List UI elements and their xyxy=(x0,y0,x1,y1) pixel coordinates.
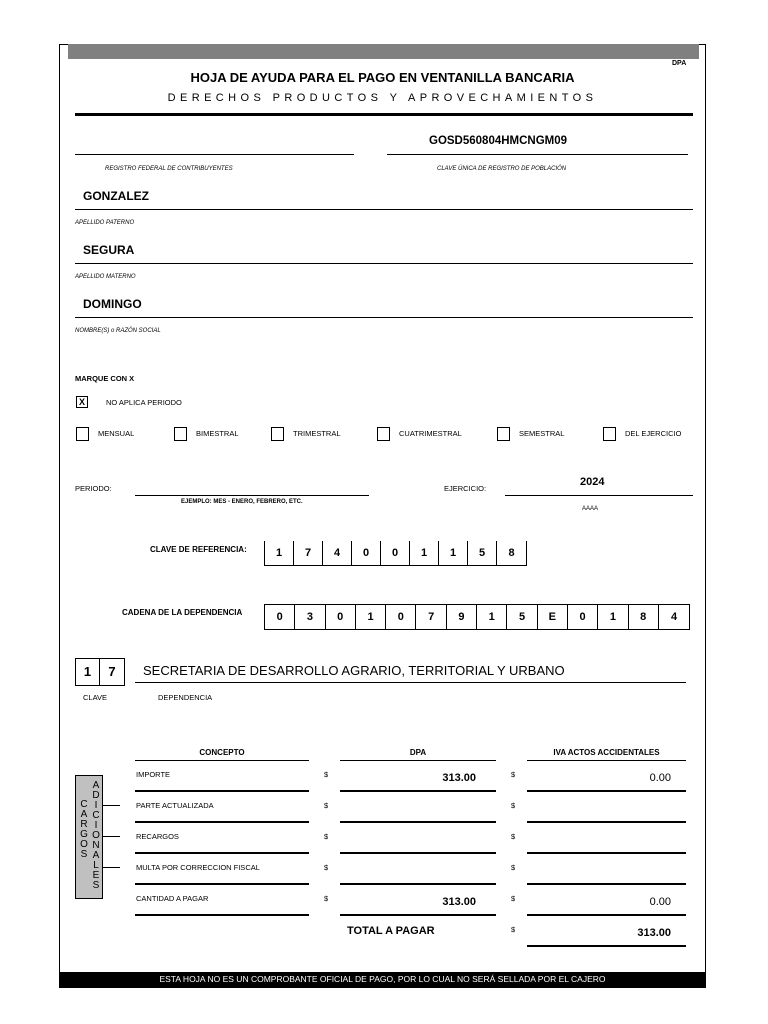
row-importe-concepto: IMPORTE xyxy=(136,770,171,779)
row-line xyxy=(340,790,496,792)
form-title: HOJA DE AYUDA PARA EL PAGO EN VENTANILLA BANCARIA xyxy=(190,70,575,85)
apellido-paterno-line xyxy=(75,209,693,210)
ejercicio-hint: AAAA xyxy=(582,506,599,512)
mensual-label: MENSUAL xyxy=(98,429,135,438)
marque-heading: MARQUE CON X xyxy=(75,374,135,383)
row-multa-concepto: MULTA POR CORRECCION FISCAL xyxy=(136,863,260,872)
cadena-digit: 0 xyxy=(265,605,295,629)
dependencia-clave-digit: 7 xyxy=(108,664,116,679)
adicionales-char: S xyxy=(92,880,100,891)
row-multa-dpa-currency: $ xyxy=(324,863,329,872)
row-parte-actualizada-dpa-currency: $ xyxy=(324,801,329,810)
adicionales-char: E xyxy=(92,870,100,881)
cadena-digits xyxy=(264,604,690,630)
row-line xyxy=(340,914,496,916)
referencia-digit: 0 xyxy=(352,541,381,565)
total-label: TOTAL A PAGAR xyxy=(347,925,435,937)
periodo-label: PERIODO: xyxy=(75,484,112,493)
row-importe-iva-currency: $ xyxy=(511,770,516,779)
referencia-digit: 1 xyxy=(265,541,294,565)
referencia-digit: 7 xyxy=(294,541,323,565)
connector-line xyxy=(103,867,120,868)
curp-line xyxy=(387,154,688,155)
row-line xyxy=(340,883,496,885)
apellido-materno-label: APELLIDO MATERNO xyxy=(75,274,136,280)
semestral-label: SEMESTRAL xyxy=(519,429,565,438)
cargos-char: S xyxy=(80,849,88,860)
col-concepto-underline xyxy=(135,760,309,761)
row-cantidad-iva-currency: $ xyxy=(511,894,516,903)
cuatrimestral-checkbox[interactable] xyxy=(377,427,390,441)
periodo-example: EJEMPLO: MES - ENERO, FEBRERO, ETC. xyxy=(181,499,303,505)
adicionales-char: A xyxy=(92,780,100,791)
cadena-label: CADENA DE LA DEPENDENCIA xyxy=(122,608,243,617)
cargos-char: R xyxy=(80,819,88,830)
curp-label: CLAVE ÚNICA DE REGISTRO DE POBLACIÓN xyxy=(437,166,567,172)
referencia-digit: 5 xyxy=(468,541,497,565)
referencia-digit: 1 xyxy=(410,541,439,565)
apellido-paterno-value: GONZALEZ xyxy=(83,189,149,203)
row-line xyxy=(527,852,686,854)
col-concepto-header: CONCEPTO xyxy=(199,748,245,757)
referencia-label: CLAVE DE REFERENCIA: xyxy=(150,545,247,554)
rfc-label: REGISTRO FEDERAL DE CONTRIBUYENTES xyxy=(105,166,233,172)
row-cantidad-iva: 0.00 xyxy=(649,896,671,908)
cargos-char: C xyxy=(80,799,88,810)
row-importe-dpa: 313.00 xyxy=(442,772,476,784)
ejercicio-value: 2024 xyxy=(580,476,605,488)
dpa-tag: DPA xyxy=(672,60,687,67)
nombre-value: DOMINGO xyxy=(83,297,142,311)
trimestral-label: TRIMESTRAL xyxy=(293,429,341,438)
cadena-digit: 9 xyxy=(447,605,477,629)
cadena-digit: 1 xyxy=(477,605,507,629)
adicionales-label xyxy=(91,781,101,891)
bimestral-checkbox[interactable] xyxy=(174,427,187,441)
del-ejercicio-label: DEL EJERCICIO xyxy=(625,429,682,438)
cadena-digit: 1 xyxy=(598,605,628,629)
referencia-digit: 0 xyxy=(381,541,410,565)
total-value: 313.00 xyxy=(637,927,671,939)
dependencia-nombre: SECRETARIA DE DESARROLLO AGRARIO, TERRITORIAL Y URBANO xyxy=(143,663,565,678)
referencia-digit: 4 xyxy=(323,541,352,565)
connector-line xyxy=(103,805,120,806)
connector-line xyxy=(103,836,120,837)
cadena-digit: 0 xyxy=(326,605,356,629)
referencia-digit: 8 xyxy=(508,547,515,559)
row-line xyxy=(135,790,309,792)
adicionales-char: A xyxy=(92,850,100,861)
row-line xyxy=(527,821,686,823)
row-cantidad-dpa: 313.00 xyxy=(442,896,476,908)
clave-label: CLAVE xyxy=(83,693,108,702)
adicionales-char: C xyxy=(92,810,100,821)
title-divider xyxy=(75,113,693,116)
trimestral-checkbox[interactable] xyxy=(271,427,284,441)
row-line xyxy=(135,883,309,885)
row-line xyxy=(135,914,309,916)
dependencia-clave-box xyxy=(75,658,125,686)
cargos-char: O xyxy=(80,839,88,850)
row-line xyxy=(527,883,686,885)
cargos-char: A xyxy=(80,809,88,820)
apellido-paterno-label: APELLIDO PATERNO xyxy=(75,220,135,226)
row-recargos-dpa-currency: $ xyxy=(324,832,329,841)
col-dpa-underline xyxy=(340,760,496,761)
ejercicio-label: EJERCICIO: xyxy=(444,484,487,493)
dependencia-line xyxy=(135,682,686,683)
cadena-digit: E xyxy=(538,605,568,629)
cadena-digit: 5 xyxy=(507,605,537,629)
row-line xyxy=(527,790,686,792)
total-currency: $ xyxy=(511,925,516,934)
row-importe-iva: 0.00 xyxy=(649,772,671,784)
bimestral-label: BIMESTRAL xyxy=(196,429,239,438)
cuatrimestral-label: CUATRIMESTRAL xyxy=(399,429,462,438)
adicionales-char: I xyxy=(94,800,98,811)
cargos-label xyxy=(79,800,89,860)
row-line xyxy=(135,821,309,823)
cadena-digit: 7 xyxy=(416,605,446,629)
row-line xyxy=(340,821,496,823)
row-parte-actualizada-concepto: PARTE ACTUALIZADA xyxy=(136,801,214,810)
semestral-checkbox[interactable] xyxy=(497,427,510,441)
row-importe-dpa-currency: $ xyxy=(324,770,329,779)
row-cantidad-concepto: CANTIDAD A PAGAR xyxy=(136,894,209,903)
dependencia-label: DEPENDENCIA xyxy=(158,693,213,702)
col-iva-underline xyxy=(527,760,686,761)
referencia-digit: 1 xyxy=(439,541,468,565)
row-recargos-concepto: RECARGOS xyxy=(136,832,179,841)
mensual-checkbox[interactable] xyxy=(76,427,89,441)
row-line xyxy=(135,852,309,854)
cadena-digit: 0 xyxy=(386,605,416,629)
curp-value: GOSD560804HMCNGM09 xyxy=(429,135,568,147)
adicionales-char: O xyxy=(92,830,100,841)
form-frame xyxy=(59,44,706,988)
row-multa-iva-currency: $ xyxy=(511,863,516,872)
adicionales-char: L xyxy=(93,860,99,871)
footer-disclaimer: ESTA HOJA NO ES UN COMPROBANTE OFICIAL DE PAGO, POR LO CUAL NO SERÁ SELLADA POR EL CAJERO xyxy=(59,972,706,988)
no-aplica-label: NO APLICA PERIODO xyxy=(106,398,182,407)
row-line xyxy=(340,852,496,854)
referencia-digits xyxy=(264,541,527,566)
cadena-digit: 8 xyxy=(629,605,659,629)
cadena-digit: 0 xyxy=(568,605,598,629)
cargos-char: G xyxy=(80,829,88,840)
total-line xyxy=(527,945,686,947)
nombre-line xyxy=(75,317,693,318)
nombre-label: NOMBRE(S) o RAZÓN SOCIAL xyxy=(75,328,161,334)
del-ejercicio-checkbox[interactable] xyxy=(603,427,616,441)
top-bar xyxy=(68,44,699,59)
rfc-line xyxy=(75,154,354,155)
ejercicio-line xyxy=(505,495,693,496)
row-cantidad-dpa-currency: $ xyxy=(324,894,329,903)
periodo-line xyxy=(135,495,369,496)
adicionales-char: D xyxy=(92,790,100,801)
col-dpa-header: DPA xyxy=(409,748,427,757)
row-parte-actualizada-iva-currency: $ xyxy=(511,801,516,810)
row-line xyxy=(527,914,686,916)
apellido-materno-value: SEGURA xyxy=(83,243,135,257)
adicionales-char: I xyxy=(94,820,98,831)
row-recargos-iva-currency: $ xyxy=(511,832,516,841)
adicionales-char: N xyxy=(92,840,100,851)
col-iva-header: IVA ACTOS ACCIDENTALES xyxy=(553,748,660,757)
dependencia-clave-digit: 1 xyxy=(76,659,100,685)
cadena-digit: 3 xyxy=(295,605,325,629)
cadena-digit: 4 xyxy=(670,611,678,623)
apellido-materno-line xyxy=(75,263,693,264)
no-aplica-checkbox[interactable]: X xyxy=(76,396,88,408)
form-subtitle: DERECHOS PRODUCTOS Y APROVECHAMIENTOS xyxy=(167,92,598,104)
cadena-digit: 1 xyxy=(356,605,386,629)
